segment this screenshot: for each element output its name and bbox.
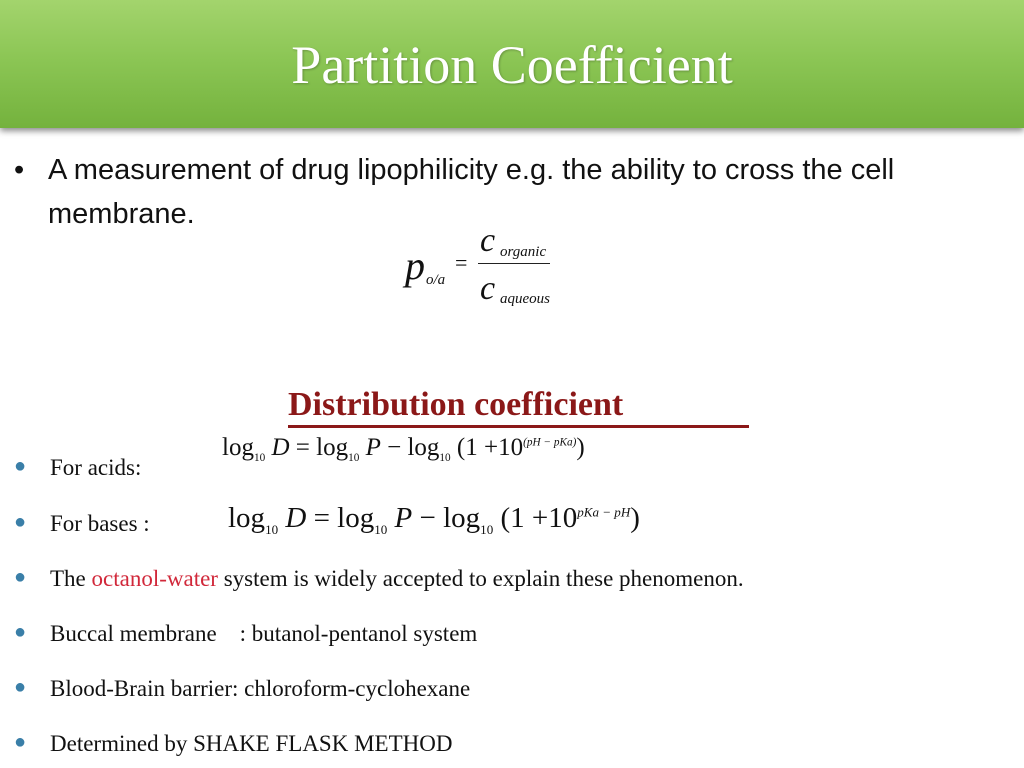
- list-item-bases: [14, 511, 150, 537]
- eq-equals: =: [295, 434, 310, 461]
- eq-close: ): [630, 502, 640, 534]
- bases-label: For bases :: [50, 511, 150, 536]
- eq-base-exponent: pKa − pH: [577, 504, 631, 520]
- eq-log: log: [337, 502, 375, 534]
- acid-equation: [222, 434, 585, 464]
- base-equation: [228, 502, 640, 538]
- eq-base: 10: [374, 521, 388, 537]
- eq-equals: =: [313, 502, 330, 534]
- shake-flask-text: Determined by SHAKE FLASK METHOD: [50, 731, 453, 756]
- eq-log: log: [443, 502, 481, 534]
- eq-open: (1 +10: [456, 434, 524, 461]
- eq-base: 10: [265, 521, 279, 537]
- formula-equals: =: [455, 250, 468, 275]
- list-item-octanol: [14, 566, 744, 592]
- eq-minus: −: [419, 502, 436, 534]
- octanol-pre: The: [50, 566, 92, 591]
- bullet-dot: ●: [14, 676, 27, 698]
- eq-p: P: [394, 502, 413, 534]
- bullet-dot: ●: [14, 455, 27, 477]
- formula-denominator: c: [480, 270, 496, 307]
- eq-base: 10: [348, 452, 360, 464]
- octanol-post: system is widely accepted to explain these phenomenon.: [217, 566, 744, 591]
- eq-base: 10: [480, 521, 494, 537]
- eq-log: log: [222, 434, 254, 461]
- intro-text: A measurement of drug lipophilicity e.g. the ability to cross the cell membrane.: [48, 154, 895, 230]
- eq-p: P: [365, 434, 381, 461]
- eq-d: D: [271, 434, 290, 461]
- acids-label: For acids:: [50, 455, 142, 480]
- formula-numerator: c: [480, 222, 496, 259]
- eq-base: 10: [253, 452, 266, 464]
- formula-p-sub: o/a: [426, 272, 446, 288]
- bullet-dot: ●: [14, 511, 27, 533]
- eq-acid-exponent: (pH − pKa): [523, 436, 577, 449]
- octanol-highlight: octanol-water: [91, 566, 218, 591]
- eq-d: D: [285, 502, 307, 534]
- list-item-bbb: [14, 676, 470, 702]
- bbb-text: Blood-Brain barrier: chloroform-cyclohexane: [50, 676, 471, 701]
- eq-base: 10: [439, 452, 451, 464]
- distribution-title-underline: [288, 425, 749, 428]
- formula-numerator-sub: organic: [500, 244, 547, 260]
- list-item-buccal: [14, 621, 477, 647]
- bullet-dot: ●: [14, 621, 27, 643]
- eq-close: ): [576, 434, 585, 461]
- eq-open: (1 +10: [500, 502, 578, 534]
- bullet-dot: ●: [14, 731, 27, 753]
- bullet-dot: ●: [14, 566, 27, 588]
- distribution-title: Distribution coefficient: [288, 386, 624, 423]
- title-bar: [0, 0, 1024, 128]
- list-item-shake-flask: [14, 731, 452, 757]
- fraction-line: [478, 263, 550, 264]
- formula-denominator-sub: aqueous: [500, 291, 550, 307]
- eq-log: log: [228, 502, 266, 534]
- slide-title: Partition Coefficient: [291, 35, 733, 95]
- buccal-text: Buccal membrane : butanol-pentanol system: [50, 621, 478, 646]
- eq-minus: −: [387, 434, 402, 461]
- eq-log: log: [407, 434, 440, 461]
- bullet-dot: •: [14, 154, 25, 186]
- eq-log: log: [316, 434, 349, 461]
- intro-bullet: [14, 148, 1004, 236]
- formula-p: p: [405, 243, 425, 288]
- list-item-acids: [14, 455, 141, 481]
